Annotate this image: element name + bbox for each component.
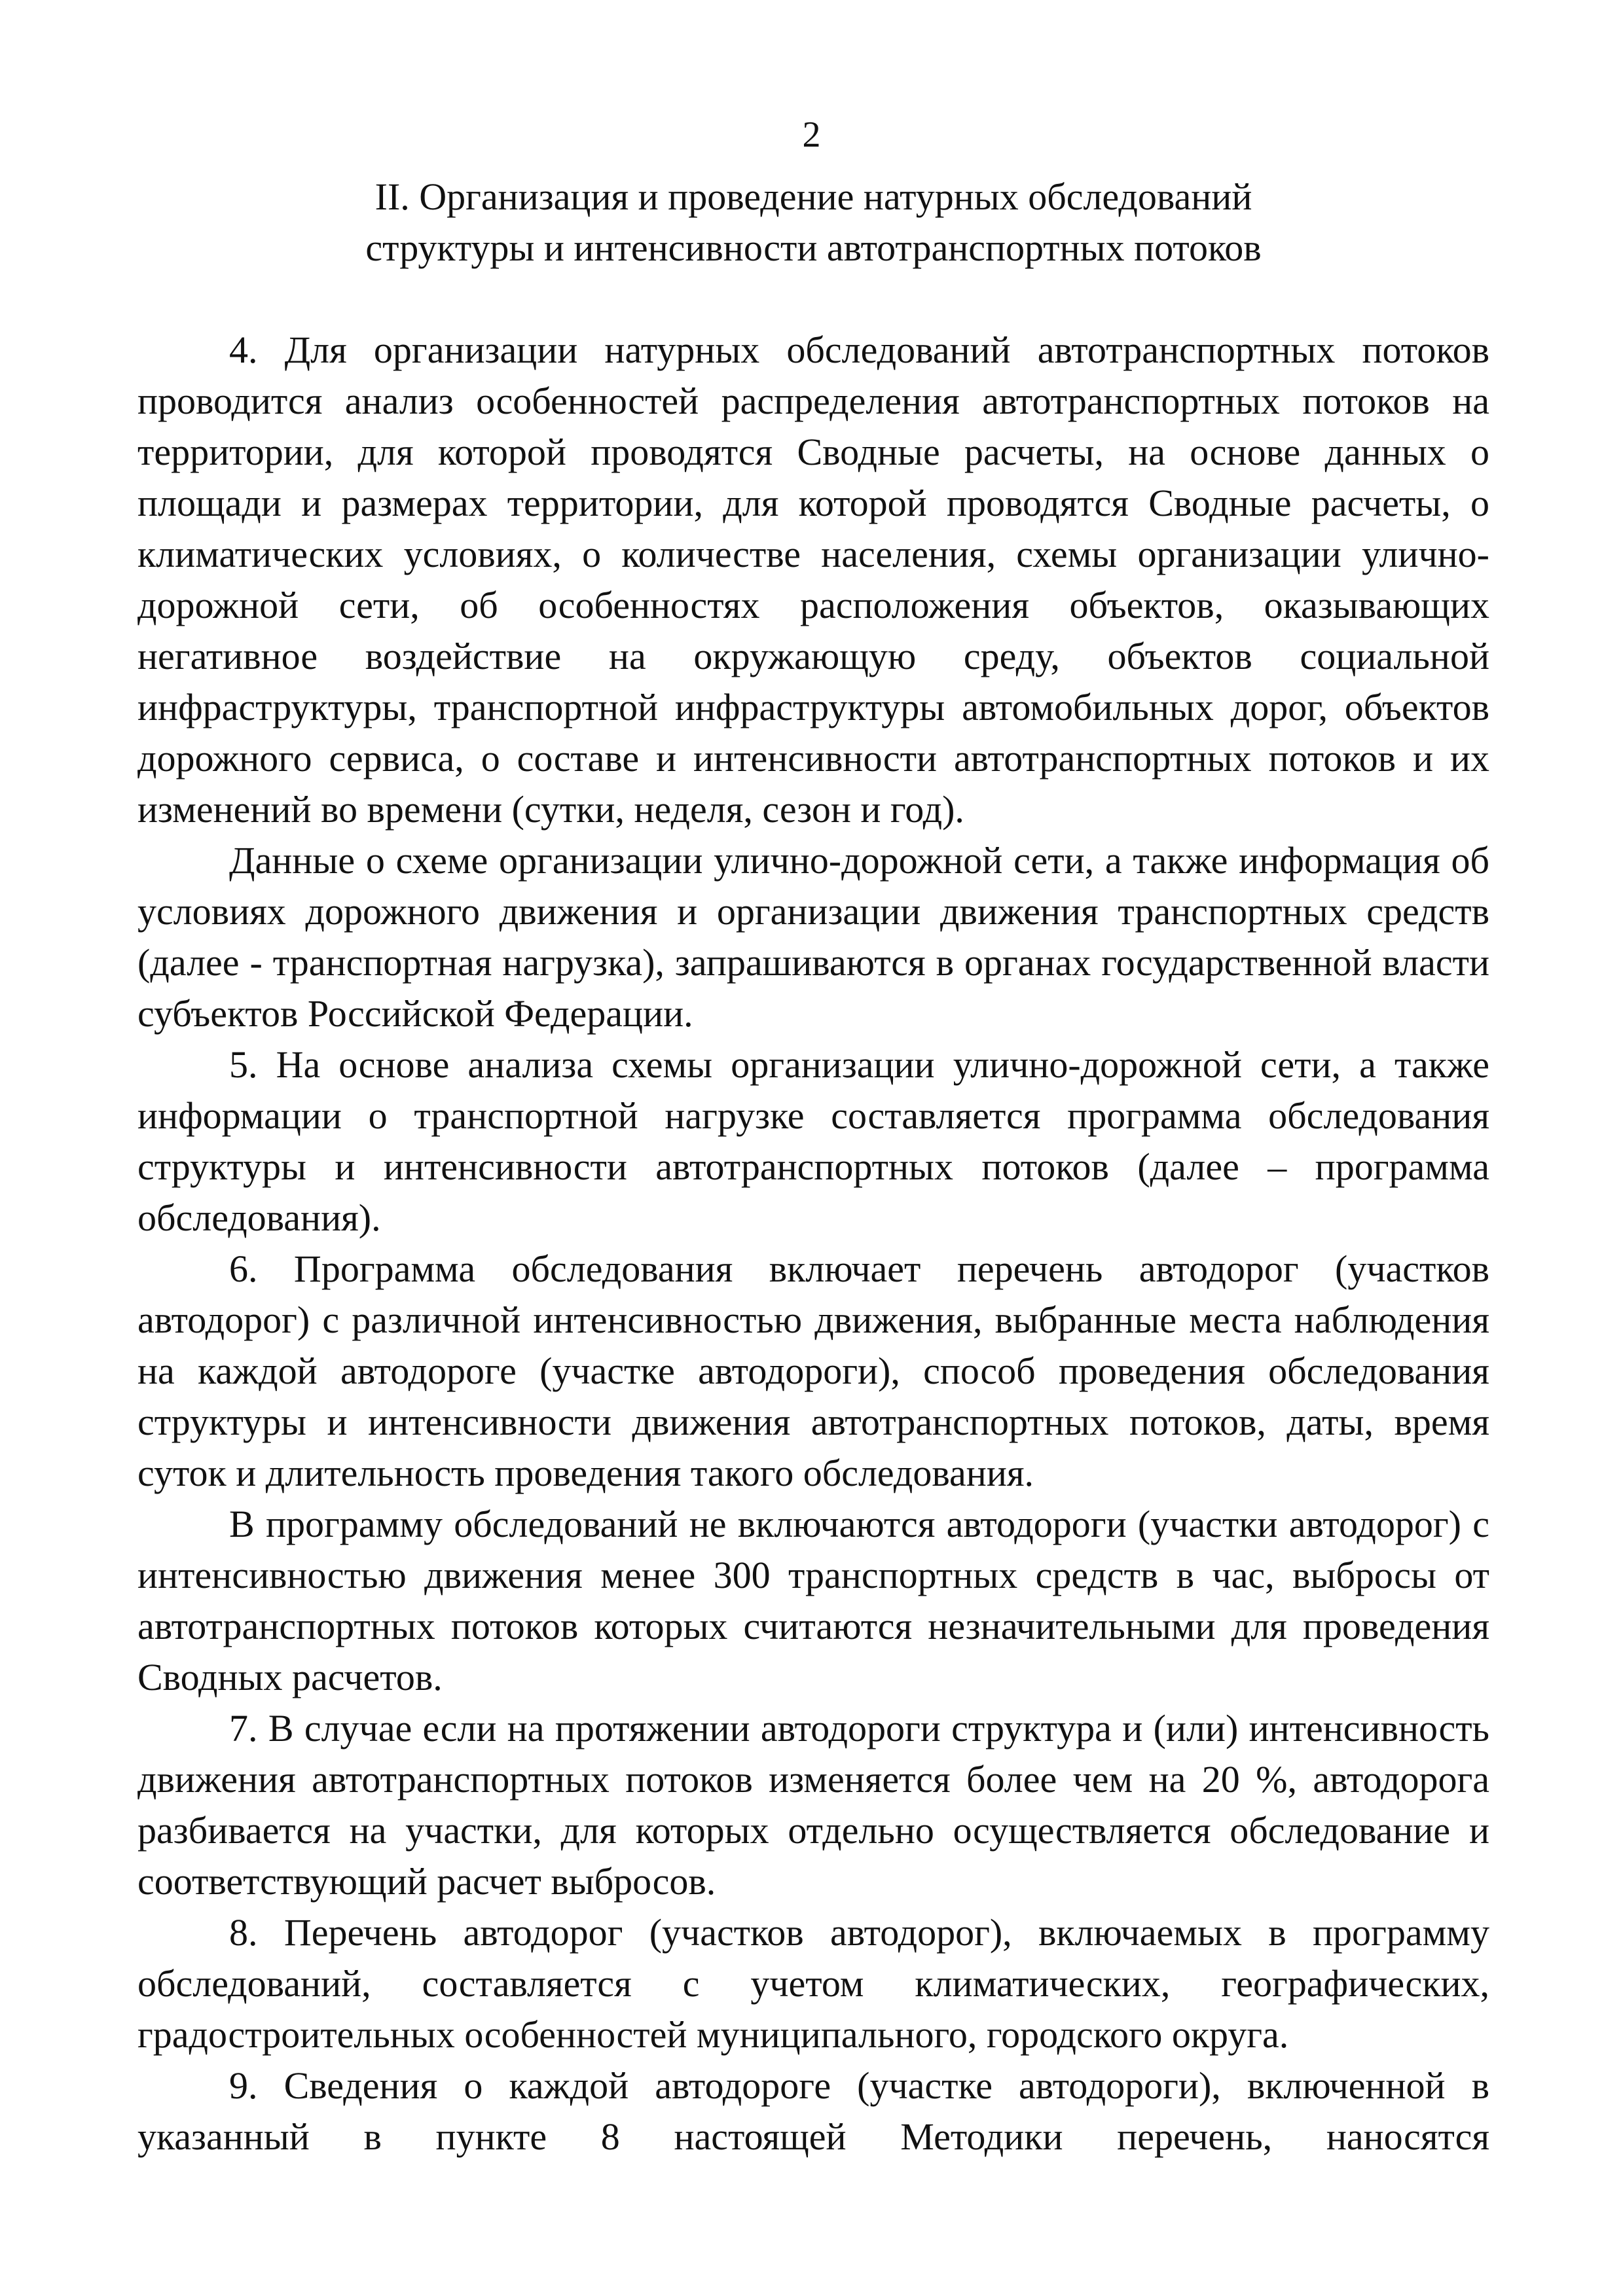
- paragraph-4: 4. Для организации натурных обследований автотранспортных потоков проводится анализ особенностей распределения автотранспортных потоков на территории, для которой проводятся Сводные расчеты, на основе данных о площади и размерах территории, для которой проводятся Сводные расчеты, о климатических условиях, о количестве населения, схемы организации улично-дорожной сети, об особенностях расположения объектов, оказывающих негативное воздействие на окружающую среду, объектов социальной инфраструктуры, транспортной инфраструктуры автомобильных дорог, объектов дорожного сервиса, о составе и интенсивности автотранспортных потоков и их изменений во времени (сутки, неделя, сезон и год).: [137, 329, 1489, 831]
- section-title-line-2: структуры и интенсивности автотранспортных потоков: [365, 226, 1262, 269]
- paragraph-6-continuation: В программу обследований не включаются автодороги (участки автодорог) с интенсивностью движения менее 300 транспортных средств в час, выбросы от автотранспортных потоков которых считаются незначительными для проведения Сводных расчетов.: [137, 1503, 1489, 1698]
- paragraph-5: 5. На основе анализа схемы организации улично-дорожной сети, а также информации о транспортной нагрузке составляется программа обследования структуры и интенсивности автотранспортных потоков (далее – программа обследования).: [137, 1043, 1489, 1239]
- paragraph-4-continuation: Данные о схеме организации улично-дорожной сети, а также информация об условиях дорожного движения и организации движения транспортных средств (далее - транспортная нагрузка), запрашиваются в органах государственной власти субъектов Российской Федерации.: [137, 839, 1489, 1035]
- section-title-line-1: II. Организация и проведение натурных обследований: [374, 175, 1252, 218]
- paragraph-8: 8. Перечень автодорог (участков автодорог), включаемых в программу обследований, составляется с учетом климатических, географических, градостроительных особенностей муниципального, городского округа.: [137, 1911, 1489, 2056]
- section-title: [137, 171, 1489, 274]
- page-number: 2: [802, 115, 821, 155]
- paragraph-9: 9. Сведения о каждой автодороге (участке автодороги), включенной в указанный в пункте 8 настоящей Методики перечень, наносятся: [137, 2064, 1489, 2158]
- paragraph-6: 6. Программа обследования включает перечень автодорог (участков автодорог) с различной интенсивностью движения, выбранные места наблюдения на каждой автодороге (участке автодороги), способ проведения обследования структуры и интенсивности движения автотранспортных потоков, даты, время суток и длительность проведения такого обследования.: [137, 1247, 1489, 1494]
- paragraph-7: 7. В случае если на протяжении автодороги структура и (или) интенсивность движения автотранспортных потоков изменяется более чем на 20 %, автодорога разбивается на участки, для которых отдельно осуществляется обследование и соответствующий расчет выбросов.: [137, 1707, 1489, 1903]
- document-body: [137, 325, 1489, 2162]
